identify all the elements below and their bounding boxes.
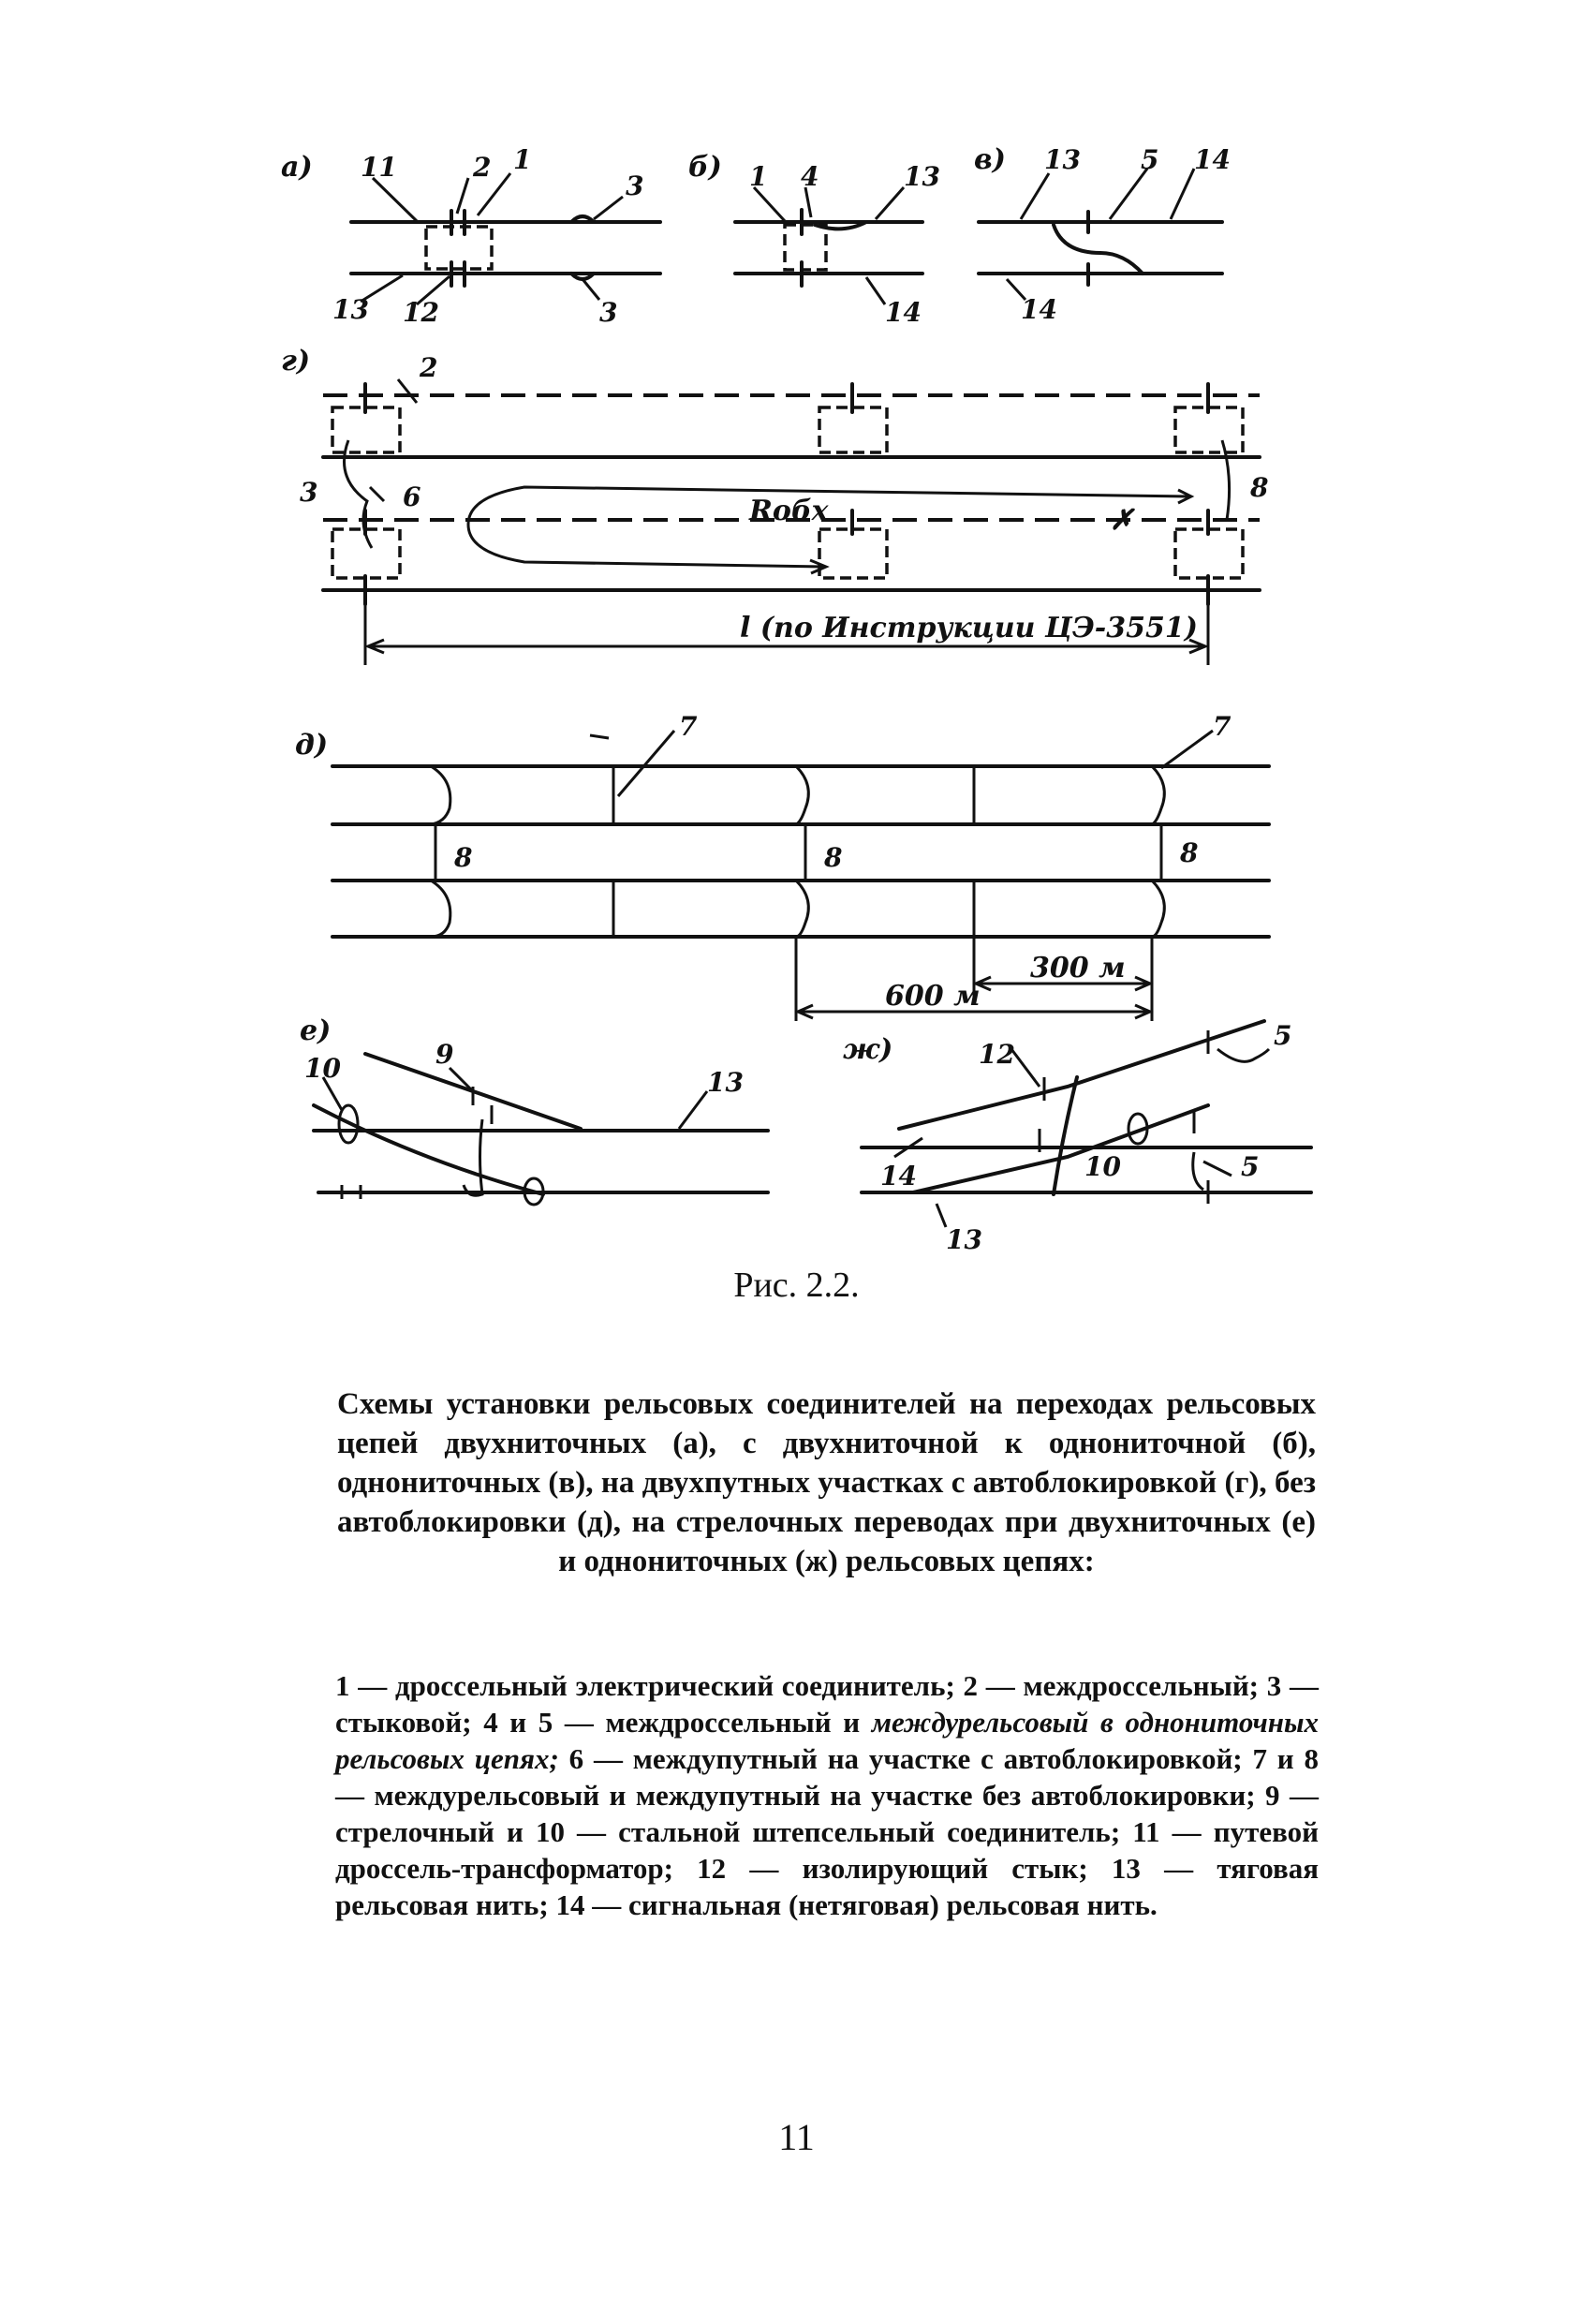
label-4: 4 [801, 161, 819, 192]
label-3-bottom: 3 [599, 297, 618, 328]
legend-part-1: 1 — дроссельный электрический соединитель; 2 — междроссельный; 3 — стыковой; 4 и 5 — междроссельный и [335, 1669, 1319, 1739]
label-7-d-left: 7 [679, 711, 698, 742]
label-14-zh: 14 [880, 1161, 917, 1192]
label-13: 13 [332, 294, 369, 325]
label-8-d-left: 8 [454, 842, 473, 873]
label-6-g: 6 [403, 481, 421, 512]
panel-zh [843, 1020, 1311, 1255]
label-1-b: 1 [749, 161, 768, 192]
panel-label-g: г) [281, 345, 311, 377]
panel-label-d: д) [295, 729, 329, 762]
panel-label-zh: ж) [843, 1033, 893, 1066]
panel-b [688, 151, 940, 328]
label-5-zh-bottom: 5 [1241, 1151, 1260, 1182]
legend-part-3: 6 — междупутный на участке с автоблокировкой; 7 и 8 — междурельсовый и междупутный на участке без автоблокировки; 9 — стрелочный и 10 — стальной штепсельный соединитель; 11 — путевой дроссель-трансформатор; 12 — изолирующий стык; 13 — тяговая рельсовая нить; 14 — сигнальная (нетяговая) рельсовая нить. [335, 1742, 1320, 1921]
panel-v [974, 143, 1231, 325]
label-14-b: 14 [885, 297, 922, 328]
label-13-zh: 13 [946, 1224, 982, 1255]
label-7-d-right: 7 [1213, 711, 1232, 742]
label-9-e: 9 [435, 1039, 454, 1070]
label-3-top: 3 [626, 170, 644, 201]
panel-g [281, 345, 1268, 665]
label-11: 11 [361, 152, 397, 183]
handwritten-note-robkh: Rобх [749, 495, 829, 527]
panel-a [281, 144, 660, 328]
label-2-g: 2 [420, 352, 438, 383]
label-10-e: 10 [304, 1053, 341, 1084]
label-12-zh: 12 [979, 1039, 1015, 1070]
label-12: 12 [403, 297, 439, 328]
label-8-d-right: 8 [1180, 837, 1199, 868]
label-5-v: 5 [1141, 144, 1159, 175]
legend-part-2-italic: междурельсовый в однониточных рельсовых цепях; [335, 1706, 1320, 1775]
label-13-v: 13 [1044, 144, 1081, 175]
label-5-zh-top: 5 [1274, 1020, 1292, 1051]
panel-label-b: б) [688, 151, 722, 184]
panel-e [300, 1014, 768, 1205]
panel-label-v: в) [974, 143, 1006, 176]
label-8-d-mid: 8 [824, 842, 843, 873]
dimension-l-instruction: l (по Инструкции ЦЭ-3551) [740, 612, 1198, 644]
label-14-v-bottom: 14 [1021, 294, 1057, 325]
label-13-e: 13 [707, 1067, 744, 1098]
dimension-600m: 600 м [885, 980, 981, 1013]
page-number: 11 [778, 2116, 815, 2158]
label-3-g: 3 [300, 477, 318, 508]
label-14-v-top: 14 [1194, 144, 1231, 175]
label-10-zh: 10 [1084, 1151, 1121, 1182]
cross-mark: ✗ [1110, 504, 1134, 537]
dimension-300m: 300 м [1030, 952, 1126, 984]
panel-label-e: е) [300, 1014, 332, 1047]
panel-d [295, 711, 1269, 1021]
figure-title: Схемы установки рельсовых соединителей на переходах рельсовых цепей двухниточных (а), с двухниточной к однониточной (б), однониточных (в), на двухпутных участках с автоблокировкой (г), без автоблокировки (д), на стрелочных переводах при двухниточных (е) и однониточных (ж) рельсовых цепях: [337, 1387, 1316, 1578]
label-13-b: 13 [904, 161, 940, 192]
figure-caption: Рис. 2.2. [733, 1266, 860, 1305]
panel-label-a: а) [281, 151, 313, 184]
figure-legend [335, 1667, 1319, 1923]
label-8-g: 8 [1250, 472, 1269, 503]
label-2: 2 [473, 152, 492, 183]
label-1: 1 [513, 144, 532, 175]
